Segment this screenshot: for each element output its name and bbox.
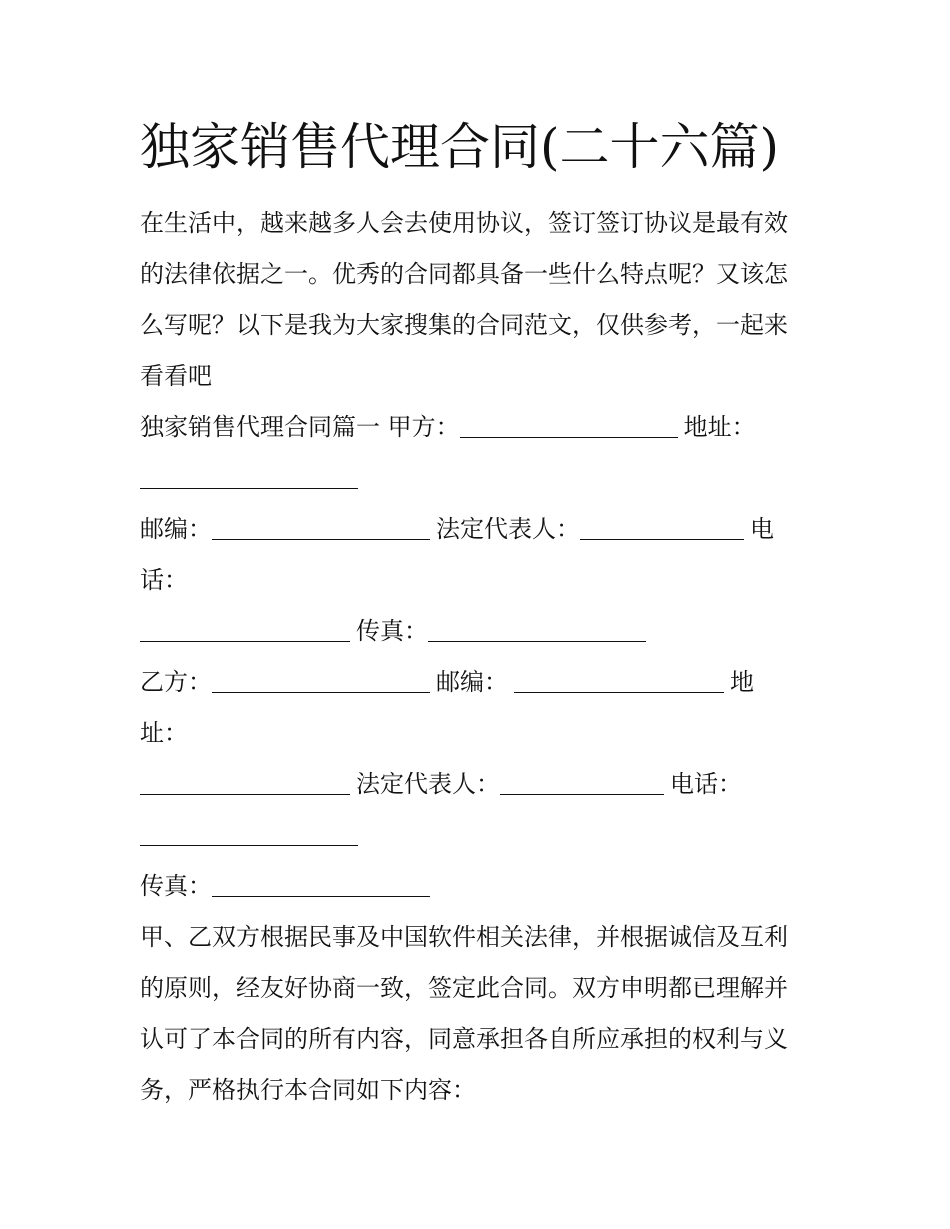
party-a-phone-label-cont: 话：: [140, 566, 188, 594]
party-a-postcode-blank[interactable]: [212, 515, 430, 540]
agreement-line: 甲、乙双方根据民事及中国软件相关法律，并根据诚信及互利: [140, 923, 788, 951]
party-b-postcode-label: 邮编：: [436, 668, 508, 696]
party-b-phone-label: 电话：: [670, 770, 742, 798]
party-a-heading: 独家销售代理合同篇一 甲方：: [140, 413, 460, 441]
party-a-heading-line: [140, 402, 820, 453]
party-b-address-label: 地: [730, 668, 754, 696]
party-b-fax-blank[interactable]: [212, 872, 430, 897]
party-b-postcode-blank[interactable]: [514, 668, 724, 693]
party-b-address-label-line: [140, 708, 820, 759]
agreement-paragraph: [140, 912, 820, 1116]
party-a-legal-rep-blank[interactable]: [580, 515, 744, 540]
intro-line: 在生活中，越来越多人会去使用协议，签订签订协议是最有效: [140, 209, 788, 237]
party-b-legal-rep-blank[interactable]: [500, 770, 664, 795]
party-b-phone-line: [140, 810, 820, 861]
party-a-fax-blank[interactable]: [428, 617, 646, 642]
party-b-address-blank[interactable]: [140, 770, 350, 795]
intro-paragraph: [140, 198, 820, 402]
party-a-address-label: 地址：: [683, 413, 756, 441]
party-a-phone-label-line: [140, 555, 820, 606]
party-a-postcode-line: [140, 504, 820, 555]
agreement-line: 务，严格执行本合同如下内容：: [140, 1076, 476, 1104]
intro-line: 的法律依据之一。优秀的合同都具备一些什么特点呢？又该怎: [140, 260, 788, 288]
party-b-fax-label: 传真：: [140, 872, 212, 900]
party-b-phone-blank[interactable]: [140, 821, 358, 846]
party-a-address-line: [140, 453, 820, 504]
party-a-phone-blank[interactable]: [140, 617, 350, 642]
party-b-address-label-cont: 址：: [140, 719, 188, 747]
party-a-postcode-label: 邮编：: [140, 515, 212, 543]
document-title: 独家销售代理合同(二十六篇): [140, 118, 780, 176]
party-a-address-blank[interactable]: [140, 464, 358, 489]
party-b-heading-line: [140, 657, 820, 708]
party-b-name-blank[interactable]: [212, 668, 430, 693]
party-a-phone-label: 电: [750, 515, 774, 543]
agreement-line: 的原则，经友好协商一致，签定此合同。双方申明都已理解并: [140, 974, 788, 1002]
party-b-heading: 乙方：: [140, 668, 212, 696]
party-b-fax-line: [140, 861, 820, 912]
party-a-phone-fax-line: [140, 606, 820, 657]
party-a-fax-label: 传真：: [356, 617, 428, 645]
party-a-legal-rep-label: 法定代表人：: [436, 515, 580, 543]
party-b-legal-rep-label: 法定代表人：: [356, 770, 500, 798]
party-a-name-blank[interactable]: [460, 413, 678, 438]
agreement-line: 认可了本合同的所有内容，同意承担各自所应承担的权利与义: [140, 1025, 788, 1053]
document-page: [140, 112, 820, 1116]
party-b-address-line: [140, 759, 820, 810]
intro-line: 么写呢？以下是我为大家搜集的合同范文，仅供参考，一起来: [140, 311, 788, 339]
intro-line: 看看吧: [140, 362, 212, 390]
